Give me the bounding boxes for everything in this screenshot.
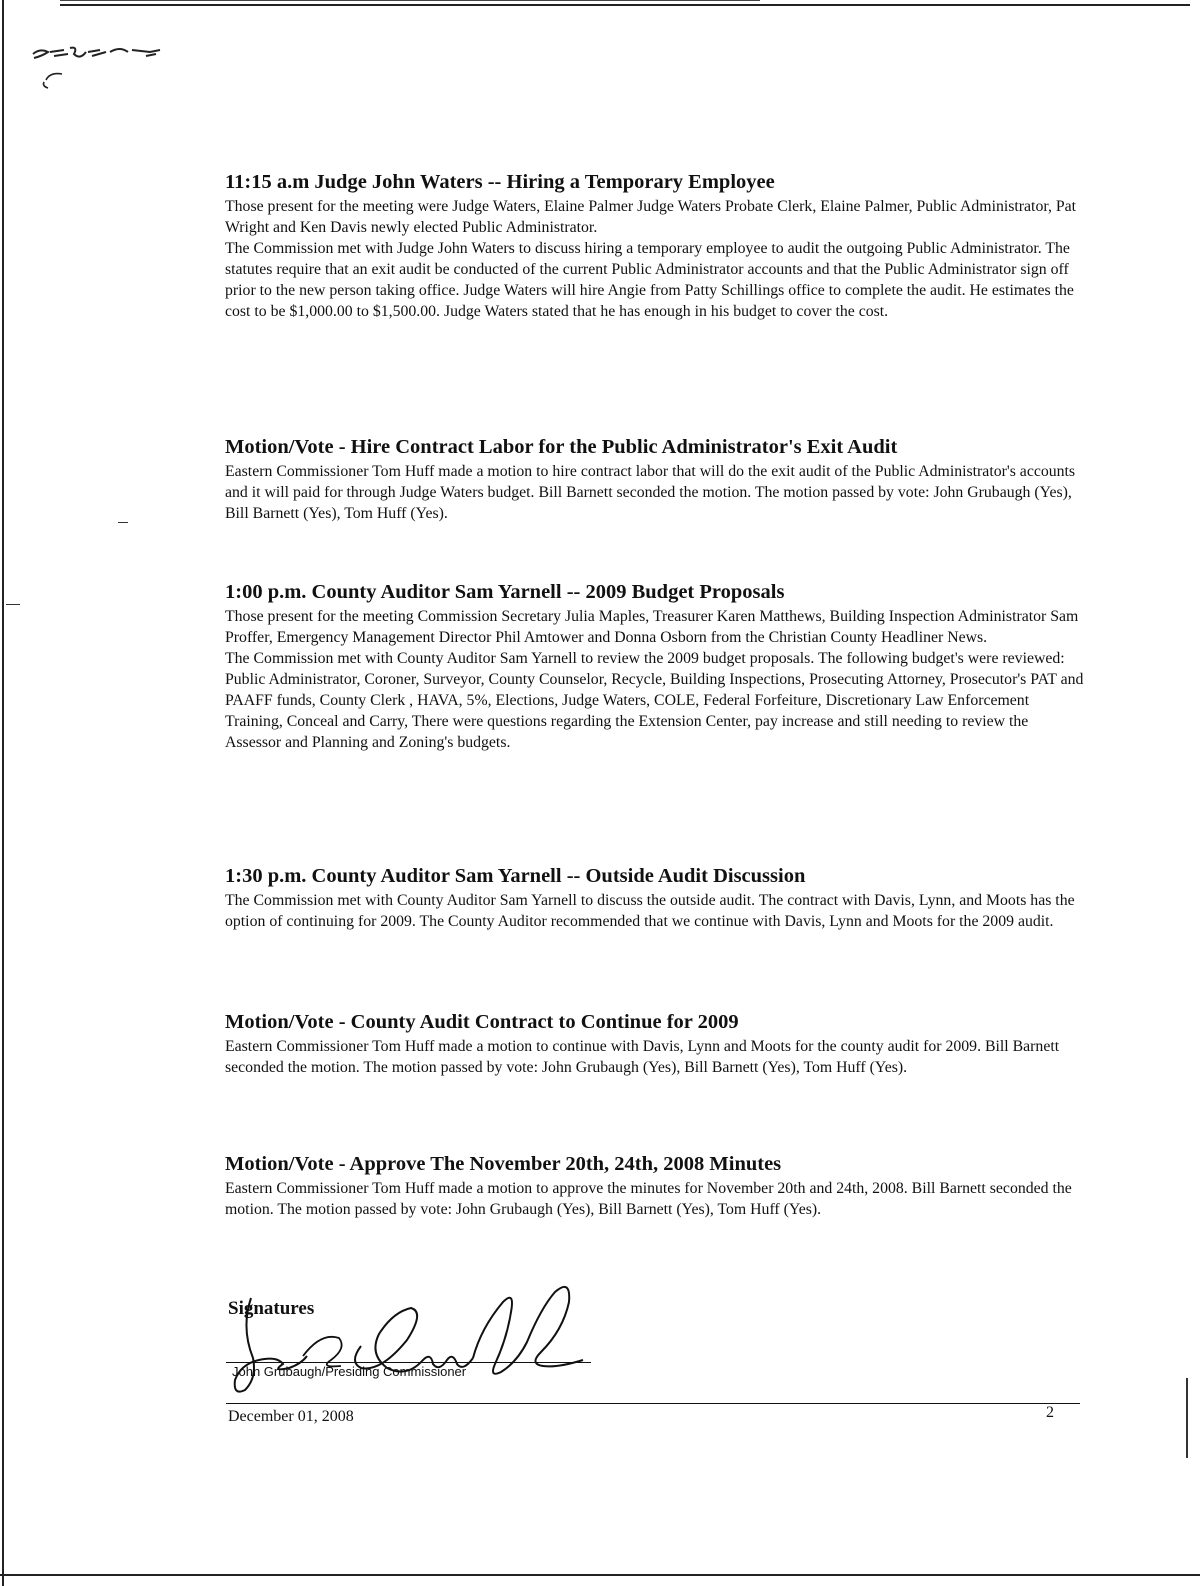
section-motion-approve-minutes	[225, 1152, 1085, 1220]
handwritten-scribble	[28, 40, 178, 100]
section-motion-audit-contract	[225, 1010, 1085, 1078]
footer-rule	[226, 1403, 1080, 1404]
section-motion-contract-labor	[225, 435, 1085, 524]
section-paragraph: Eastern Commissioner Tom Huff made a motion to continue with Davis, Lynn and Moots for the county audit for 2009. Bill Barnett seconded the motion. The motion passed by vote: John Grubaugh (Yes), Bill Barnett (Yes), Tom Huff (Yes).	[225, 1038, 1060, 1076]
signer-name: John Grubaugh/Presiding Commissioner	[232, 1364, 467, 1379]
section-paragraph: Those present for the meeting Commission Secretary Julia Maples, Treasurer Karen Matthews, Building Inspection Administrator Sam Proffer, Emergency Management Director Phil Amtower and Donna Osborn from the Christian County Headliner News.	[225, 608, 1079, 646]
page-number: 2	[1046, 1404, 1054, 1421]
section-paragraph: The Commission met with Judge John Waters to discuss hiring a temporary employee to audit the outgoing Public Administrator. The statutes require that an exit audit be conducted of the current Public Administrator accounts and that the Public Administrator sign off prior to the new person taking office. Judge Waters will hire Angie from Patty Schillings office to complete the audit. He estimates the cost to be $1,000.00 to $1,500.00. Judge Waters stated that he has enough in his budget to cover the cost.	[225, 240, 1074, 320]
section-heading: 11:15 a.m Judge John Waters -- Hiring a Temporary Employee	[225, 171, 775, 193]
section-heading: Motion/Vote - Hire Contract Labor for the Public Administrator's Exit Audit	[225, 436, 898, 458]
section-heading: 1:30 p.m. County Auditor Sam Yarnell -- Outside Audit Discussion	[225, 865, 806, 887]
section-budget-proposals	[225, 580, 1085, 753]
scan-edge-bottom	[0, 1574, 1200, 1576]
scan-edge-right-mark	[1186, 1378, 1188, 1458]
stray-mark	[6, 604, 20, 605]
footer-date: December 01, 2008	[228, 1408, 354, 1425]
section-paragraph: The Commission met with County Auditor Sam Yarnell to review the 2009 budget proposals. The following budget's were reviewed: Public Administrator, Coroner, Surveyor, County Counselor, Recycle, Building Inspections, Prosecuting Attorney, Prosecutor's PAT and PAAFF funds, County Clerk , HAVA, 5%, Elections, Judge Waters, COLE, Federal Forfeiture, Discretionary Law Enforcement Training, Conceal and Carry, There were questions regarding the Extension Center, pay increase and still needing to review the Assessor and Planning and Zoning's budgets.	[225, 650, 1084, 751]
section-waters-hiring	[225, 170, 1085, 322]
stray-mark	[118, 522, 128, 523]
scan-edge-top	[60, 4, 1190, 6]
section-paragraph: The Commission met with County Auditor Sam Yarnell to discuss the outside audit. The contract with Davis, Lynn, and Moots has the option of continuing for 2009. The County Auditor recommended that we continue with Davis, Lynn and Moots for the 2009 audit.	[225, 892, 1075, 930]
section-heading: Motion/Vote - County Audit Contract to Continue for 2009	[225, 1011, 739, 1033]
signatures-label: Signatures	[228, 1298, 315, 1319]
handwritten-signature	[211, 1268, 591, 1418]
scan-edge-left	[2, 0, 4, 1586]
section-paragraph: Those present for the meeting were Judge Waters, Elaine Palmer Judge Waters Probate Clerk, Elaine Palmer, Public Administrator, Pat Wright and Ken Davis newly elected Public Administrator.	[225, 198, 1077, 236]
section-paragraph: Eastern Commissioner Tom Huff made a motion to hire contract labor that will do the exit audit of the Public Administrator's accounts and it will paid for through Judge Waters budget. Bill Barnett seconded the motion. The motion passed by vote: John Grubaugh (Yes), Bill Barnett (Yes), Tom Huff (Yes).	[225, 463, 1076, 522]
section-heading: 1:00 p.m. County Auditor Sam Yarnell -- 2009 Budget Proposals	[225, 581, 785, 603]
section-outside-audit	[225, 864, 1085, 932]
scan-edge-top-thin	[60, 0, 760, 1]
section-paragraph: Eastern Commissioner Tom Huff made a motion to approve the minutes for November 20th and 24th, 2008. Bill Barnett seconded the motion. The motion passed by vote: John Grubaugh (Yes), Bill Barnett (Yes), Tom Huff (Yes).	[225, 1180, 1072, 1218]
signature-block	[226, 1278, 646, 1398]
section-heading: Motion/Vote - Approve The November 20th, 24th, 2008 Minutes	[225, 1153, 782, 1175]
